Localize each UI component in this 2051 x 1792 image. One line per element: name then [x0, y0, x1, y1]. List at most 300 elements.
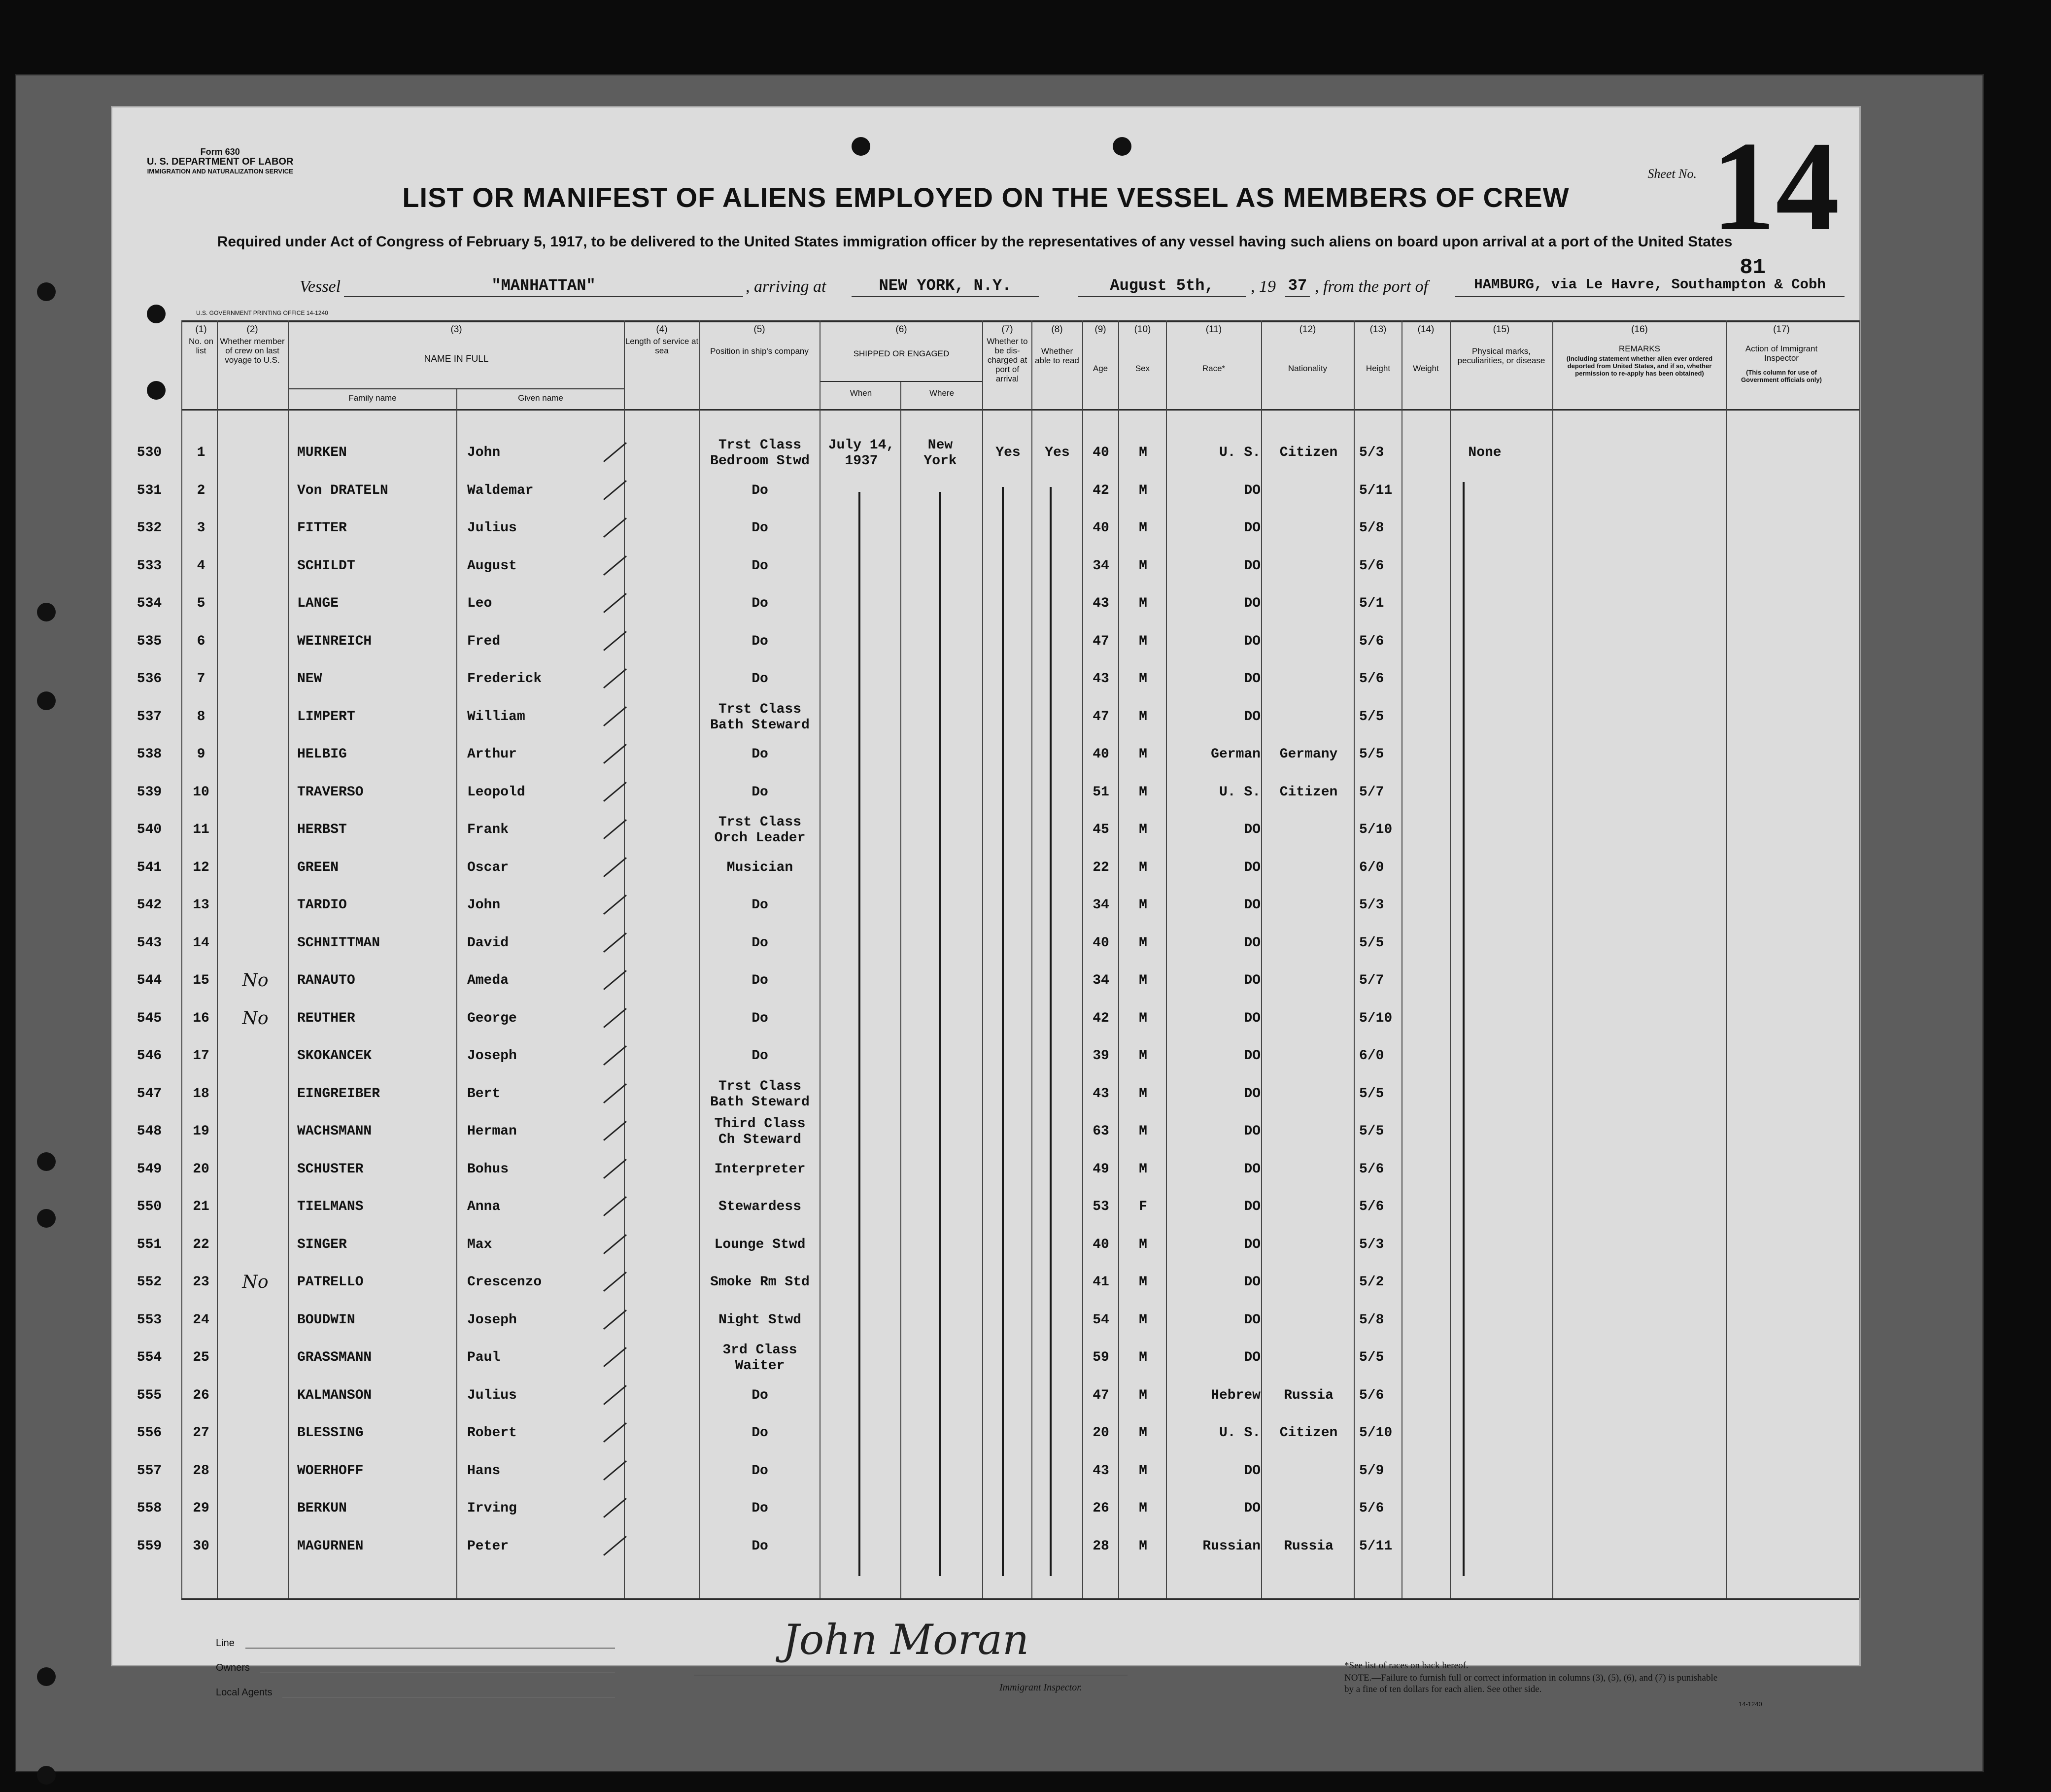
cell-prev: No: [242, 1008, 269, 1029]
cell-family: EINGREIBER: [297, 1086, 380, 1102]
cell-height: 5/5: [1359, 1124, 1384, 1139]
col-16-subhead: (Including statement whether alien ever ordered deported from United States, and if so, whether permission to re-apply has been obtained): [1566, 355, 1713, 377]
header-rule: [181, 320, 1859, 322]
cell-family: SCHNITTMAN: [297, 935, 380, 951]
cell-no: 19: [193, 1124, 209, 1139]
cell-age: 26: [1093, 1501, 1109, 1516]
cell-position: 3rd Class Waiter: [722, 1343, 797, 1374]
column-rule: [1082, 320, 1083, 1598]
col-16-num: (16): [1631, 324, 1648, 335]
cell-position: Do: [752, 1501, 768, 1516]
cell-nationality: Russia: [1284, 1538, 1333, 1554]
cell-race: German: [1211, 747, 1261, 762]
cell-age: 45: [1093, 822, 1109, 837]
column-rule: [699, 320, 700, 1598]
cell-age: 47: [1093, 709, 1109, 724]
cell-age: 34: [1093, 558, 1109, 574]
cell-race: DO: [1244, 1086, 1261, 1102]
col-17-subhead: (This column for use of Government officials only): [1741, 369, 1822, 383]
cell-family: KALMANSON: [297, 1387, 372, 1403]
vessel-line: [112, 277, 1859, 307]
cell-sex: M: [1139, 747, 1147, 762]
cell-age: 40: [1093, 1237, 1109, 1252]
col-2-num: (2): [246, 324, 258, 335]
departure-port: HAMBURG, via Le Havre, Southampton & Cobh: [1455, 276, 1845, 297]
cell-no: 1: [197, 445, 205, 460]
cell-no: 7: [197, 671, 205, 687]
cell-age: 39: [1093, 1048, 1109, 1064]
cell-margin: 530: [137, 445, 162, 460]
cell-no: 18: [193, 1086, 209, 1102]
cell-family: HERBST: [297, 822, 347, 837]
cell-sex: M: [1139, 1387, 1147, 1403]
cell-family: MURKEN: [297, 445, 347, 460]
punch-hole: [852, 137, 870, 156]
cell-no: 2: [197, 482, 205, 498]
agents-field: [282, 1697, 615, 1698]
cell-margin: 548: [137, 1124, 162, 1139]
cell-age: 42: [1093, 1010, 1109, 1026]
binder-hole: [37, 282, 56, 301]
cell-prev: No: [242, 1272, 269, 1292]
col-13-num: (13): [1369, 324, 1387, 335]
check-mark-icon: [603, 1347, 627, 1367]
col-14-head: Weight: [1413, 364, 1439, 373]
cell-family: RANAUTO: [297, 973, 355, 988]
cell-height: 5/6: [1359, 671, 1384, 687]
cell-family: LANGE: [297, 596, 339, 611]
cell-margin: 544: [137, 973, 162, 988]
cell-height: 5/9: [1359, 1463, 1384, 1479]
cell-race: DO: [1244, 1501, 1261, 1516]
cell-given: Julius: [467, 1387, 517, 1403]
cell-margin: 535: [137, 633, 162, 649]
col-6-head: SHIPPED OR ENGAGED: [853, 349, 950, 358]
line-field: [245, 1648, 615, 1649]
cell-margin: 546: [137, 1048, 162, 1064]
cell-height: 5/3: [1359, 897, 1384, 913]
cell-race: DO: [1244, 558, 1261, 574]
cell-age: 28: [1093, 1538, 1109, 1554]
cell-age: 47: [1093, 1387, 1109, 1403]
vessel-name: "MANHATTAN": [344, 276, 743, 297]
cell-race: Russian: [1202, 1538, 1261, 1554]
where-head: Where: [929, 388, 955, 398]
column-rule: [1118, 320, 1119, 1598]
cell-family: WEINREICH: [297, 633, 372, 649]
col-1-head: No. on list: [188, 337, 214, 355]
cell-race: Hebrew: [1211, 1387, 1261, 1403]
cell-sex: M: [1139, 1048, 1147, 1064]
cell-position: Do: [752, 973, 768, 988]
cell-margin: 542: [137, 897, 162, 913]
fine-note: NOTE.—Failure to furnish full or correct information in columns (3), (5), (6), and (7) is punishable by a fine of ten dollars for each alien. See other side.: [1344, 1673, 1718, 1694]
cell-sex: M: [1139, 1124, 1147, 1139]
cell-no: 15: [193, 973, 209, 988]
cell-age: 40: [1093, 747, 1109, 762]
cell-given: August: [467, 558, 517, 574]
cell-family: BERKUN: [297, 1501, 347, 1516]
cell-sex: M: [1139, 558, 1147, 574]
cell-height: 5/1: [1359, 596, 1384, 611]
cell-position: Do: [752, 897, 768, 913]
cell-family: FITTER: [297, 520, 347, 536]
cell-height: 5/6: [1359, 1387, 1384, 1403]
cell-height: 5/5: [1359, 935, 1384, 951]
cell-no: 8: [197, 709, 205, 724]
cell-age: 53: [1093, 1199, 1109, 1214]
arrival-date: August 5th,: [1078, 276, 1246, 297]
cell-no: 13: [193, 897, 209, 913]
cell-race: DO: [1244, 482, 1261, 498]
cell-race: DO: [1244, 1237, 1261, 1252]
cell-given: Bohus: [467, 1161, 509, 1177]
binder-hole: [37, 691, 56, 710]
cell-sex: F: [1139, 1199, 1147, 1214]
cell-margin: 551: [137, 1237, 162, 1252]
cell-family: MAGURNEN: [297, 1538, 364, 1554]
cell-no: 24: [193, 1312, 209, 1328]
cell-family: GRASSMANN: [297, 1350, 372, 1365]
cell-family: TRAVERSO: [297, 784, 364, 800]
cell-height: 5/3: [1359, 1237, 1384, 1252]
check-mark-icon: [603, 593, 627, 613]
col-5-head: Position in ship's company: [710, 346, 809, 356]
cell-height: 5/6: [1359, 1161, 1384, 1177]
cell-family: WOERHOFF: [297, 1463, 364, 1479]
cell-margin: 555: [137, 1387, 162, 1403]
department: U. S. DEPARTMENT OF LABOR: [147, 156, 294, 167]
cell-family: BOUDWIN: [297, 1312, 355, 1328]
vessel-label: Vessel: [300, 277, 341, 296]
binder-hole: [37, 1766, 56, 1785]
page-title: LIST OR MANIFEST OF ALIENS EMPLOYED ON THE VESSEL AS MEMBERS OF CREW: [402, 182, 1570, 213]
cell-position: Do: [752, 1538, 768, 1554]
inspector-signature: John Moran: [783, 1616, 1029, 1664]
cell-age: 42: [1093, 482, 1109, 498]
cell-given: Fred: [467, 633, 501, 649]
cell-no: 16: [193, 1010, 209, 1026]
cell-family: BLESSING: [297, 1425, 364, 1441]
column-rule: [456, 388, 457, 1598]
cell-position: Night Stwd: [718, 1312, 802, 1328]
col-15-head: Physical marks, peculiarities, or disease: [1457, 346, 1545, 365]
cell-sex: M: [1139, 935, 1147, 951]
cell-position: Trst Class Orch Leader: [714, 815, 806, 846]
cell-margin: 531: [137, 482, 162, 498]
column-rule: [982, 320, 983, 1598]
cell-given: George: [467, 1010, 517, 1026]
col-10-head: Sex: [1135, 364, 1150, 373]
cell-position: Do: [752, 1048, 768, 1064]
cell-nationality: Citizen: [1279, 1425, 1338, 1441]
punch-hole: [147, 381, 166, 400]
cell-given: Frederick: [467, 671, 542, 687]
cell-no: 21: [193, 1199, 209, 1214]
cell-age: 43: [1093, 1086, 1109, 1102]
cell-race: DO: [1244, 822, 1261, 837]
cell-margin: 543: [137, 935, 162, 951]
service: IMMIGRATION AND NATURALIZATION SERVICE: [147, 168, 293, 175]
cell-race: DO: [1244, 596, 1261, 611]
cell-race: DO: [1244, 973, 1261, 988]
cell-height: 5/2: [1359, 1275, 1384, 1290]
punch-hole: [147, 305, 166, 323]
binder-hole: [37, 1667, 56, 1686]
cell-when: July 14, 1937: [828, 438, 895, 469]
col-4-num: (4): [656, 324, 668, 335]
cell-sex: M: [1139, 1237, 1147, 1252]
check-mark-icon: [603, 1159, 627, 1179]
family-name-head: Family name: [348, 393, 397, 403]
cell-family: SKOKANCEK: [297, 1048, 372, 1064]
cell-height: 6/0: [1359, 860, 1384, 875]
cell-margin: 552: [137, 1275, 162, 1290]
ditto-line-read: [1050, 487, 1052, 1576]
col-11-num: (11): [1205, 324, 1222, 335]
cell-no: 29: [193, 1501, 209, 1516]
cell-no: 9: [197, 747, 205, 762]
cell-margin: 538: [137, 747, 162, 762]
check-mark-icon: [603, 1121, 627, 1141]
check-mark-icon: [603, 1083, 627, 1103]
cell-age: 43: [1093, 671, 1109, 687]
check-mark-icon: [603, 1234, 627, 1254]
ditto-line-marks: [1463, 482, 1465, 1576]
cell-no: 6: [197, 633, 205, 649]
cell-position: Lounge Stwd: [714, 1237, 806, 1252]
cell-family: REUTHER: [297, 1010, 355, 1026]
cell-margin: 532: [137, 520, 162, 536]
cell-given: Arthur: [467, 747, 517, 762]
cell-age: 40: [1093, 445, 1109, 460]
column-rule: [1859, 320, 1860, 1598]
cell-margin: 536: [137, 671, 162, 687]
cell-race: U. S.: [1219, 445, 1261, 460]
cell-height: 5/10: [1359, 822, 1393, 837]
check-mark-icon: [603, 1310, 627, 1330]
check-mark-icon: [603, 517, 627, 538]
cell-race: DO: [1244, 671, 1261, 687]
column-rule: [1261, 320, 1262, 1598]
cell-age: 20: [1093, 1425, 1109, 1441]
cell-family: SCHUSTER: [297, 1161, 364, 1177]
cell-position: Third Class Ch Steward: [714, 1116, 806, 1147]
cell-family: PATRELLO: [297, 1275, 364, 1290]
cell-position: Stewardess: [718, 1199, 802, 1214]
check-mark-icon: [603, 1196, 627, 1216]
column-rule: [1552, 320, 1553, 1598]
cell-sex: M: [1139, 973, 1147, 988]
cell-position: Do: [752, 784, 768, 800]
local-agents-label: Local Agents: [216, 1687, 273, 1698]
cell-margin: 558: [137, 1501, 162, 1516]
check-mark-icon: [603, 1536, 627, 1556]
cell-race: U. S.: [1219, 784, 1261, 800]
cell-read: Yes: [1045, 445, 1070, 460]
folio-number: 81: [1740, 255, 1766, 280]
cell-position: Do: [752, 1010, 768, 1026]
col-1-num: (1): [195, 324, 207, 335]
arrival-port: NEW YORK, N.Y.: [852, 276, 1039, 297]
cell-race: DO: [1244, 709, 1261, 724]
col-3-num: (3): [450, 324, 462, 335]
cell-prev: No: [242, 970, 269, 991]
cell-no: 17: [193, 1048, 209, 1064]
cell-position: Do: [752, 633, 768, 649]
cell-sex: M: [1139, 860, 1147, 875]
cell-height: 5/6: [1359, 1501, 1384, 1516]
cell-race: DO: [1244, 1161, 1261, 1177]
cell-sex: M: [1139, 1275, 1147, 1290]
cell-family: TIELMANS: [297, 1199, 364, 1214]
cell-margin: 559: [137, 1538, 162, 1554]
owners-label: Owners: [216, 1662, 250, 1673]
cell-race: DO: [1244, 897, 1261, 913]
cell-sex: M: [1139, 482, 1147, 498]
cell-margin: 539: [137, 784, 162, 800]
cell-position: Smoke Rm Std: [710, 1275, 810, 1290]
cell-given: Crescenzo: [467, 1275, 542, 1290]
cell-no: 12: [193, 860, 209, 875]
cell-no: 5: [197, 596, 205, 611]
name-subrule: [289, 388, 624, 389]
cell-sex: M: [1139, 1463, 1147, 1479]
cell-no: 27: [193, 1425, 209, 1441]
cell-race: DO: [1244, 633, 1261, 649]
cell-age: 54: [1093, 1312, 1109, 1328]
cell-sex: M: [1139, 709, 1147, 724]
cell-margin: 547: [137, 1086, 162, 1102]
check-mark-icon: [603, 782, 627, 802]
cell-given: Robert: [467, 1425, 517, 1441]
cell-family: SCHILDT: [297, 558, 355, 574]
check-mark-icon: [603, 895, 627, 915]
col-4-head: Length of service at sea: [625, 337, 699, 355]
check-mark-icon: [603, 1460, 627, 1481]
check-mark-icon: [603, 706, 627, 726]
check-mark-icon: [603, 668, 627, 689]
cell-height: 5/5: [1359, 1350, 1384, 1365]
col-2-head: Whether member of crew on last voyage to U.S.: [220, 337, 285, 365]
column-rule: [217, 320, 218, 1598]
cell-age: 63: [1093, 1124, 1109, 1139]
col-11-head: Race*: [1202, 364, 1226, 373]
cell-age: 47: [1093, 633, 1109, 649]
cell-sex: M: [1139, 1350, 1147, 1365]
cell-no: 28: [193, 1463, 209, 1479]
cell-race: DO: [1244, 1275, 1261, 1290]
col-17-head: Action of Immigrant Inspector: [1745, 344, 1818, 363]
col-9-head: Age: [1093, 364, 1108, 373]
cell-race: U. S.: [1219, 1425, 1261, 1441]
cell-no: 3: [197, 520, 205, 536]
given-name-head: Given name: [518, 393, 563, 403]
cell-position: Do: [752, 596, 768, 611]
arrival-year: 37: [1285, 276, 1310, 297]
cell-margin: 534: [137, 596, 162, 611]
cell-age: 40: [1093, 935, 1109, 951]
shipped-subrule: [820, 381, 982, 382]
owners-field: [260, 1672, 615, 1673]
cell-given: Waldemar: [467, 482, 534, 498]
cell-sex: M: [1139, 784, 1147, 800]
manifest-sheet: [111, 106, 1861, 1708]
col-12-head: Nationality: [1288, 364, 1328, 373]
cell-margin: 537: [137, 709, 162, 724]
col-13-head: Height: [1366, 364, 1391, 373]
cell-no: 23: [193, 1275, 209, 1290]
cell-no: 22: [193, 1237, 209, 1252]
binder-hole: [37, 1152, 56, 1171]
check-mark-icon: [603, 819, 627, 839]
cell-age: 34: [1093, 973, 1109, 988]
cell-age: 40: [1093, 520, 1109, 536]
cell-sex: M: [1139, 671, 1147, 687]
cell-height: 5/3: [1359, 445, 1384, 460]
cell-family: GREEN: [297, 860, 339, 875]
cell-no: 10: [193, 784, 209, 800]
column-rule: [1726, 320, 1727, 1598]
cell-position: Do: [752, 1425, 768, 1441]
sheet-number: 14: [1711, 115, 1840, 257]
cell-no: 25: [193, 1350, 209, 1365]
check-mark-icon: [603, 480, 627, 500]
cell-race: DO: [1244, 1350, 1261, 1365]
cell-given: Paul: [467, 1350, 501, 1365]
cell-given: Leo: [467, 596, 492, 611]
inspector-label: Immigrant Inspector.: [999, 1682, 1082, 1693]
cell-height: 5/6: [1359, 1199, 1384, 1214]
col-7-head: Whether to be dis-charged at port of arrival: [987, 337, 1028, 383]
page-subtitle: Required under Act of Congress of February 5, 1917, to be delivered to the United States immigration officer by the representatives of any vessel having such aliens on board upon arrival at a port of the United States: [217, 234, 1733, 250]
cell-race: DO: [1244, 1124, 1261, 1139]
cell-height: 5/7: [1359, 784, 1384, 800]
cell-margin: 556: [137, 1425, 162, 1441]
printing-note: U.S. GOVERNMENT PRINTING OFFICE 14-1240: [196, 310, 328, 316]
col-10-num: (10): [1134, 324, 1151, 335]
check-mark-icon: [603, 1008, 627, 1028]
cell-position: Trst Class Bath Steward: [710, 1078, 810, 1110]
cell-age: 34: [1093, 897, 1109, 913]
when-head: When: [850, 388, 872, 398]
signature-line: [694, 1675, 1128, 1676]
cell-no: 11: [193, 822, 209, 837]
check-mark-icon: [603, 1272, 627, 1292]
cell-height: 5/6: [1359, 633, 1384, 649]
cell-age: 43: [1093, 1463, 1109, 1479]
col-9-num: (9): [1094, 324, 1106, 335]
cell-position: Do: [752, 520, 768, 536]
cell-given: Oscar: [467, 860, 509, 875]
cell-age: 41: [1093, 1275, 1109, 1290]
table-bottom-rule: [181, 1598, 1859, 1600]
cell-position: Musician: [726, 860, 793, 875]
cell-height: 5/10: [1359, 1425, 1393, 1441]
column-rule: [181, 320, 182, 1598]
cell-family: LIMPERT: [297, 709, 355, 724]
check-mark-icon: [603, 1422, 627, 1443]
cell-where: New York: [923, 438, 957, 469]
cell-age: 59: [1093, 1350, 1109, 1365]
cell-given: Herman: [467, 1124, 517, 1139]
cell-margin: 533: [137, 558, 162, 574]
cell-margin: 541: [137, 860, 162, 875]
cell-given: Joseph: [467, 1048, 517, 1064]
cell-race: DO: [1244, 1312, 1261, 1328]
cell-race: DO: [1244, 520, 1261, 536]
column-rule: [1166, 320, 1167, 1598]
